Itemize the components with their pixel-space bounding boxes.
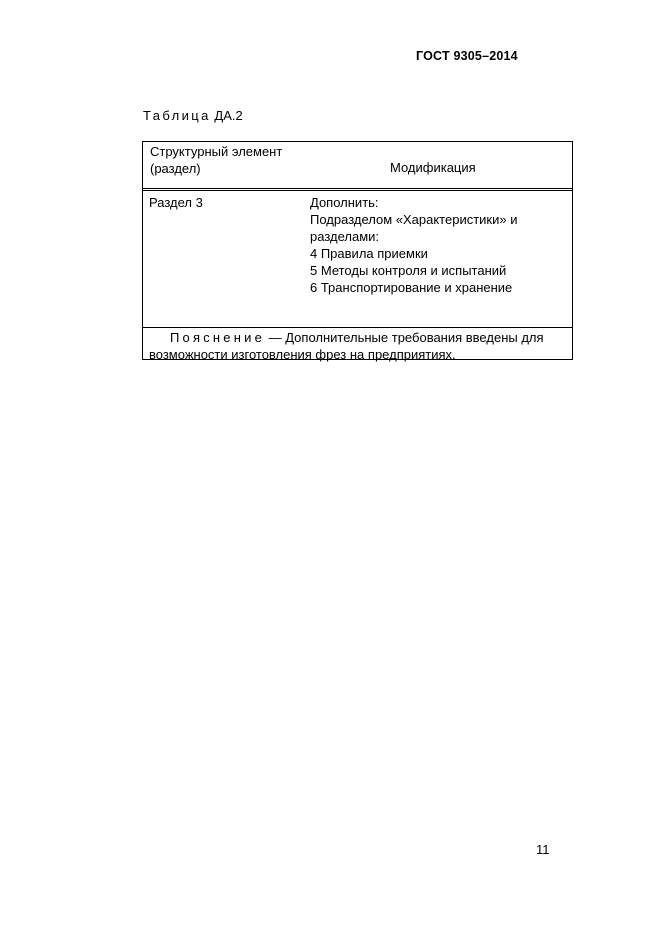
modification-line: Дополнить: bbox=[310, 195, 379, 210]
modification-line: разделами: bbox=[310, 229, 379, 244]
table-header-rule bbox=[143, 188, 572, 191]
note-label: Пояснение bbox=[170, 330, 265, 345]
table-caption bbox=[143, 108, 243, 123]
column-header-element: Структурный элемент (раздел) bbox=[150, 144, 283, 176]
page-number: 11 bbox=[536, 842, 550, 857]
document-code: ГОСТ 9305–2014 bbox=[416, 49, 518, 63]
row-modification-cell bbox=[310, 194, 570, 296]
modification-table bbox=[142, 141, 573, 360]
modification-line: 4 Правила приемки bbox=[310, 246, 428, 261]
table-caption-number: ДА.2 bbox=[214, 108, 243, 123]
table-note-rule bbox=[143, 327, 572, 328]
modification-line: 5 Методы контроля и испытаний bbox=[310, 263, 507, 278]
modification-line: 6 Транспортирование и хранение bbox=[310, 280, 513, 295]
table-note bbox=[149, 329, 566, 363]
modification-line: Подразделом «Характеристики» и bbox=[310, 212, 518, 227]
note-text: — Дополнительные требования введены для возможности изготовления фрез на предприятиях. bbox=[149, 330, 544, 362]
row-element-cell: Раздел 3 bbox=[149, 195, 203, 210]
table-caption-word: Таблица bbox=[143, 108, 211, 123]
column-header-modification: Модификация bbox=[390, 160, 476, 175]
